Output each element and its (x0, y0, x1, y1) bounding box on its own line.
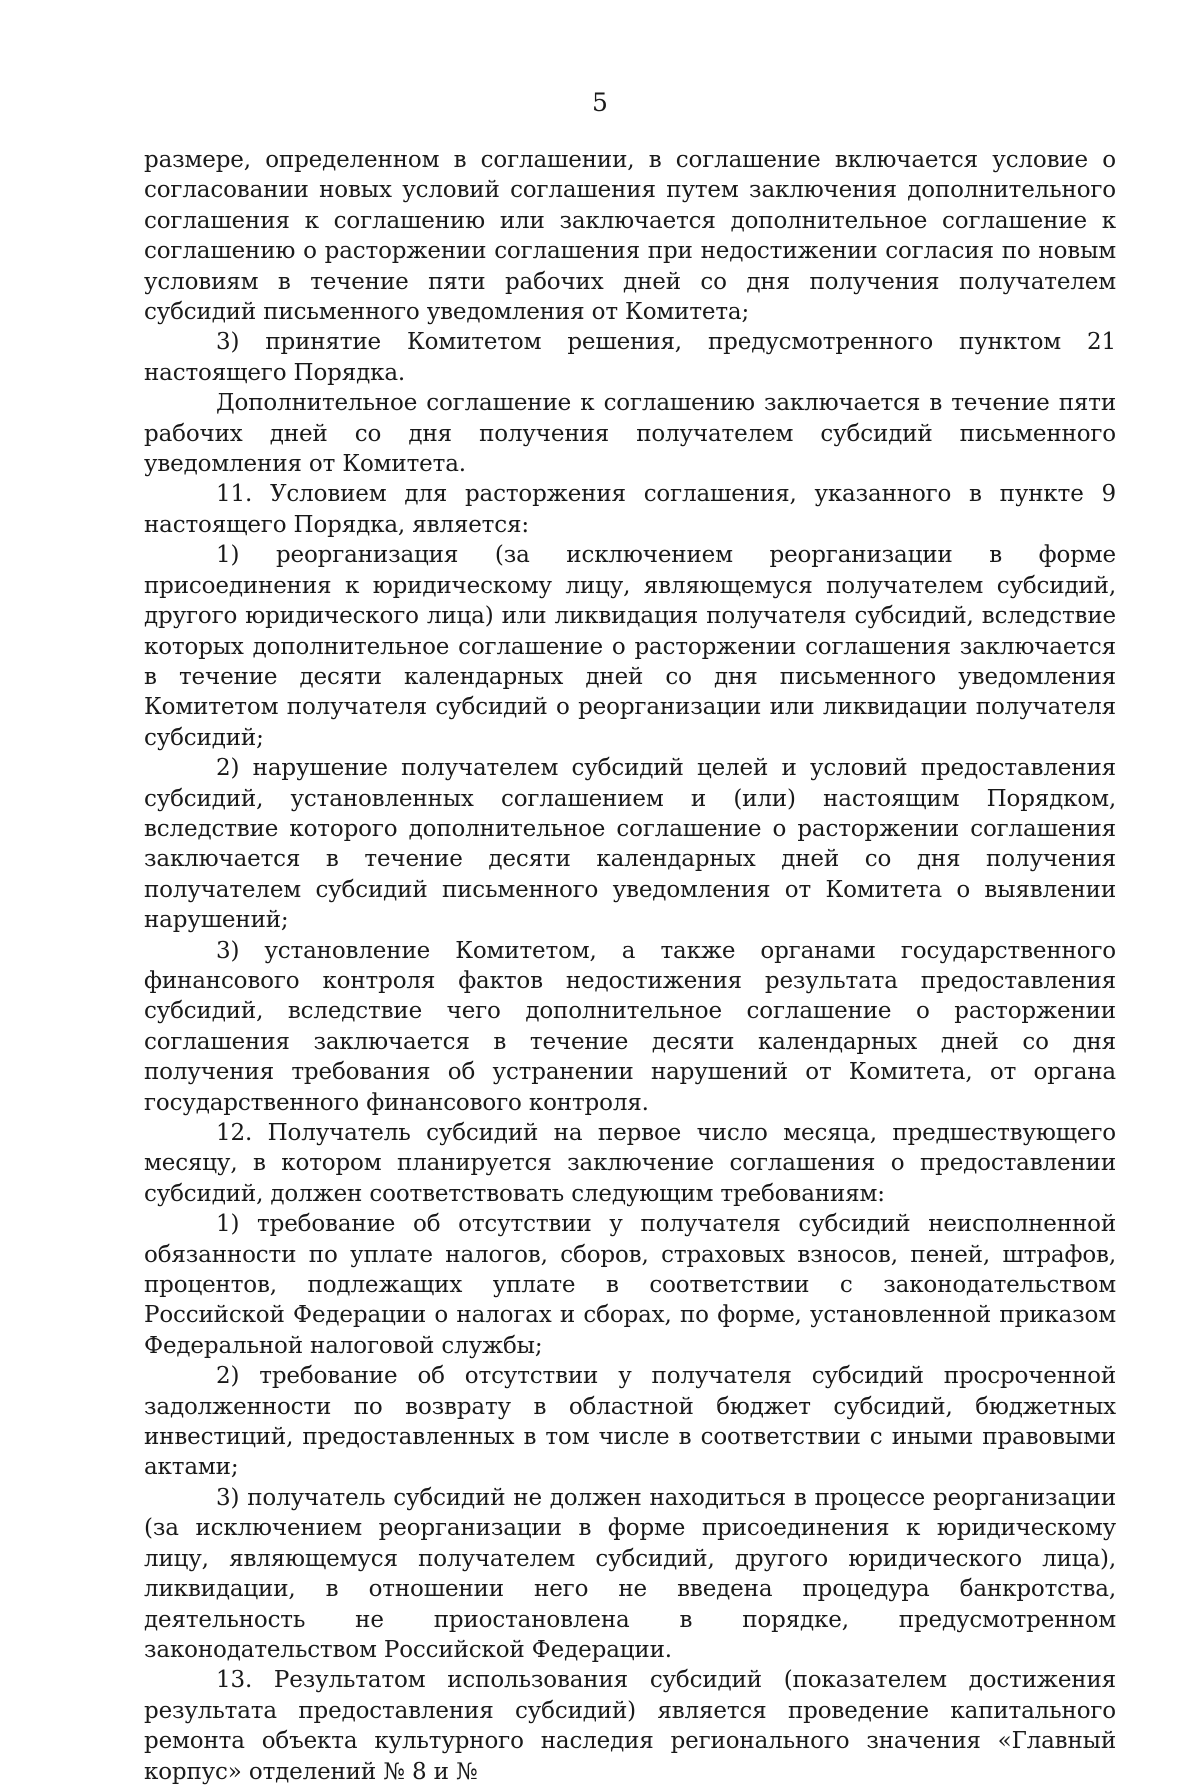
paragraph-section-12-item-2: 2) требование об отсутствии у получателя субсидий просроченной задолженности по возврату в областной бюджет субсидий, бюджетных инвестиций, предоставленных в том числе в соответствии с иными правовыми актами; (144, 1363, 1116, 1481)
paragraph-section-11-item-1: 1) реорганизация (за исключением реорганизации в форме присоединения к юридическому лицу, являющемуся получателем субсидий, другого юридического лица) или ликвидация получателя субсидий, вследствие которых дополнительное соглашение о расторжении соглашения заключается в течение десяти календарных дней со дня письменного уведомления Комитетом получателя субсидий о реорганизации или ликвидации получателя субсидий; (144, 542, 1116, 751)
paragraph-section-12-item-3: 3) получатель субсидий не должен находиться в процессе реорганизации (за исключением реорганизации в форме присоединения к юридическому лицу, являющемуся получателем субсидий, другого юридического лица), ликвидации, в отношении него не введена процедура банкротства, деятельность не приостановлена в порядке, предусмотренном законодательством Российской Федерации. (144, 1484, 1116, 1663)
paragraph-item-3-committee-decision: 3) принятие Комитетом решения, предусмотренного пунктом 21 настоящего Порядка. (144, 329, 1116, 386)
paragraph-section-11-item-3: 3) установление Комитетом, а также органами государственного финансового контроля фактов недостижения результата предоставления субсидий, вследствие чего дополнительное соглашение о расторжении соглашения заключается в течение десяти календарных дней со дня получения требования об устранении нарушений от Комитета, от органа государственного финансового контроля. (144, 937, 1116, 1116)
paragraph-continuation: размере, определенном в соглашении, в соглашение включается условие о согласовании новых условий соглашения путем заключения дополнительного соглашения к соглашению или заключается дополнительное соглашение к соглашению о расторжении соглашения при недостижении согласия по новым условиям в течение пяти рабочих дней со дня получения получателем субсидий письменного уведомления от Комитета; (144, 147, 1116, 326)
page-number: 5 (592, 88, 608, 117)
paragraph-section-11: 11. Условием для расторжения соглашения, указанного в пункте 9 настоящего Порядка, является: (144, 481, 1116, 538)
paragraph-section-12-item-1: 1) требование об отсутствии у получателя субсидий неисполненной обязанности по уплате налогов, сборов, страховых взносов, пеней, штрафов, процентов, подлежащих уплате в соответствии с законодательством Российской Федерации о налогах и сборах, по форме, установленной приказом Федеральной налоговой службы; (144, 1211, 1116, 1359)
paragraph-section-13: 13. Результатом использования субсидий (показателем достижения результата предоставления субсидий) является проведение капитального ремонта объекта культурного наследия регионального значения «Главный корпус» отделений № 8 и № (144, 1667, 1116, 1785)
paragraph-additional-agreement: Дополнительное соглашение к соглашению заключается в течение пяти рабочих дней со дня получения получателем субсидий письменного уведомления от Комитета. (144, 390, 1116, 478)
paragraph-section-12: 12. Получатель субсидий на первое число месяца, предшествующего месяцу, в котором планируется заключение соглашения о предоставлении субсидий, должен соответствовать следующим требованиям: (144, 1120, 1116, 1207)
paragraph-section-11-item-2: 2) нарушение получателем субсидий целей и условий предоставления субсидий, установленных соглашением и (или) настоящим Порядком, вследствие которого дополнительное соглашение о расторжении соглашения заключается в течение десяти календарных дней со дня получения получателем субсидий письменного уведомления от Комитета о выявлении нарушений; (144, 755, 1116, 934)
document-body (144, 145, 1116, 1787)
